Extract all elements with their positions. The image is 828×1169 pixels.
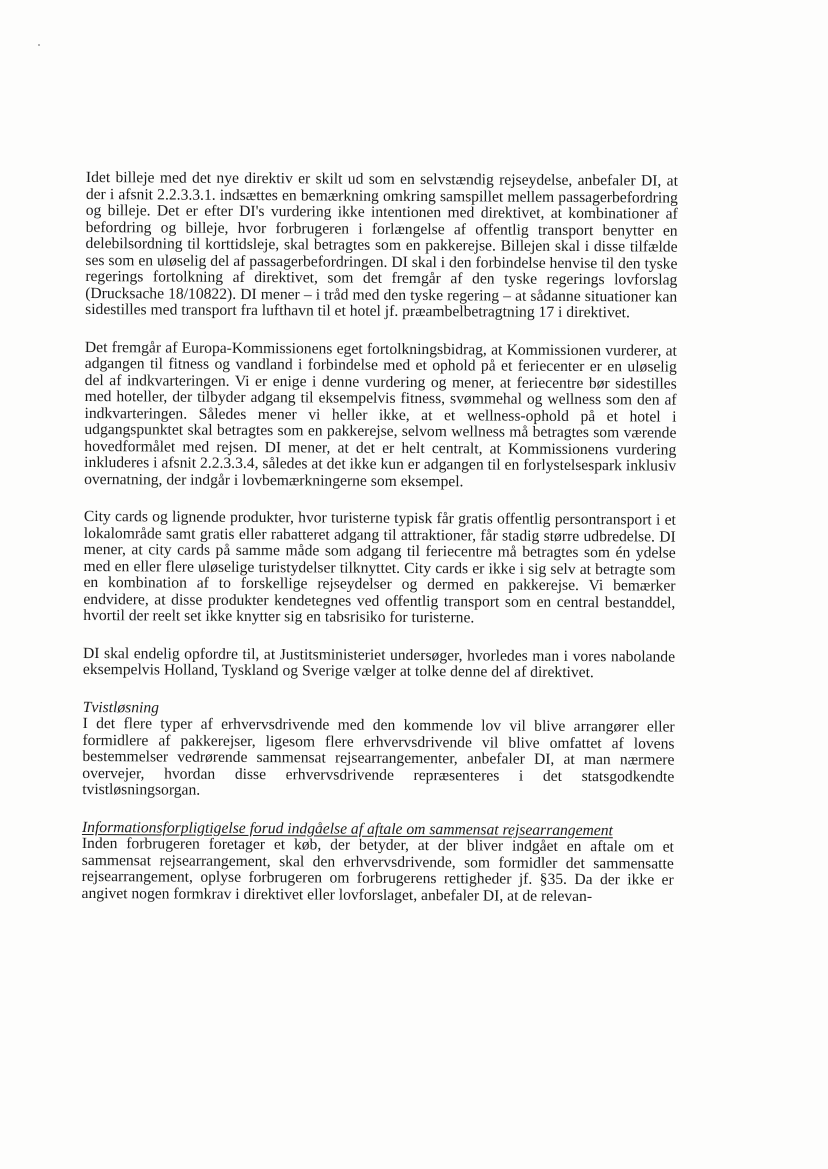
paragraph-nabolande: DI skal endelig opfordre til, at Justitsministeriet undersøger, hvorledes man i vores nabolande eksempelvis Holland, Tyskland og Sverige vælger at tolke denne del af direktivet. [82, 644, 676, 682]
section-body: Inden forbrugeren foretager et køb, der betyder, at der bliver indgået en aftale om et sammensat rejsearrangement, skal den erhvervsdrivende, som formidler det sammensatte rejsearrangement, oplyse forbrugeren om forbrugerens rettigheder jf. §35. Da der ikke er angivet nogen formkrav i direktivet eller lovforslaget, anbefaler DI, at de relevan- [81, 834, 674, 905]
scan-speck [38, 44, 40, 46]
paragraph-feriecentre: Det fremgår af Europa-Kommissionens eget fortolkningsbidrag, at Kommissionen vurderer, at adgangen til fitness og vandland i forbindelse med et ophold på et feriecenter er en uløselig del af indkvarteringen. Vi er enige i denne vurdering og mener, at feriecentre bør sidestilles med hoteller, der tilbyder adgang til eksempelvis fitness, svømmehal og wellness som den af indkvarteringen. Således mener vi heller ikke, at et wellness-ophold på et hotel i udgangspunktet skal betragtes som en pakkerejse, selvom wellness må betragtes som værende hovedformålet med rejsen. DI mener, at det er helt centralt, at Kommissionens vurdering inkluderes i afsnit 2.2.3.3.4, således at det ikke kun er adgangen til en forlystelsespark inklusiv overnatning, der indgår i lovbemærkningerne som eksempel. [84, 338, 677, 490]
section-tvistloesning [82, 699, 675, 802]
document-body [81, 170, 678, 927]
paragraph-billeje: Idet billeje med det nye direktiv er skilt ud som en selvstændig rejseydelse, anbefaler DI, at der i afsnit 2.2.3.3.1. indsættes en bemærkning omkring samspillet mellem passagerbefordring og billeje. Det er efter DI's vurdering ikke intentionen med direktivet, at kombinationer af befordring og billeje, hvor forbrugeren i forlængelse af offentlig transport benytter en delebilsordning til korttidsleje, skal betragtes som en pakkerejse. Billejen skal i disse tilfælde ses som en uløselig del af passagerbefordringen. DI skal i den forbindelse henvise til den tyske regerings fortolkning af direktivet, som det fremgår af den tyske regerings lovforslag (Drucksache 18/10822). DI mener – i tråd med den tyske regering – at sådanne situationer kan sidestilles med transport fra lufthavn til et hotel jf. præambelbetragtning 17 i direktivet. [85, 169, 678, 322]
section-informationsforpligtigelse [82, 819, 674, 905]
section-heading: Tvistløsning [82, 698, 160, 716]
paragraph-city-cards: City cards og lignende produkter, hvor turisterne typisk får gratis offentlig persontransport i et lokalområde samt gratis eller rabatteret adgang til attraktioner, får stadig større udbredelse. DI mener, at city cards på samme måde som adgang til feriecentre må betragtes som én ydelse med en eller flere uløselige turistydelser tilknyttet. City cards er ikke i sig selv at betragte som en kombination af to forskellige rejseydelser og dermed en pakkerejse. Vi bemærker endvidere, at disse produkter kendetegnes ved offentlig transport som en central bestanddel, hvortil der reelt set ikke knytter sig en tabsrisiko for turisterne. [83, 507, 676, 627]
section-heading: Informationsforpligtigelse forud indgåelse af aftale om sammensat rejsearrangement [81, 818, 613, 839]
section-body: I det flere typer af erhvervsdrivende med den kommende lov vil blive arrangører eller formidlere af pakkerejser, ligesom flere erhvervsdrivende vil blive omfattet af lovens bestemmelser vedrørende sammensat rejsearrangementer, anbefaler DI, at man nærmere overvejer, hvordan disse erhvervsdrivende repræsenteres i det statsgodkendte tvistløsningsorgan. [82, 714, 675, 799]
